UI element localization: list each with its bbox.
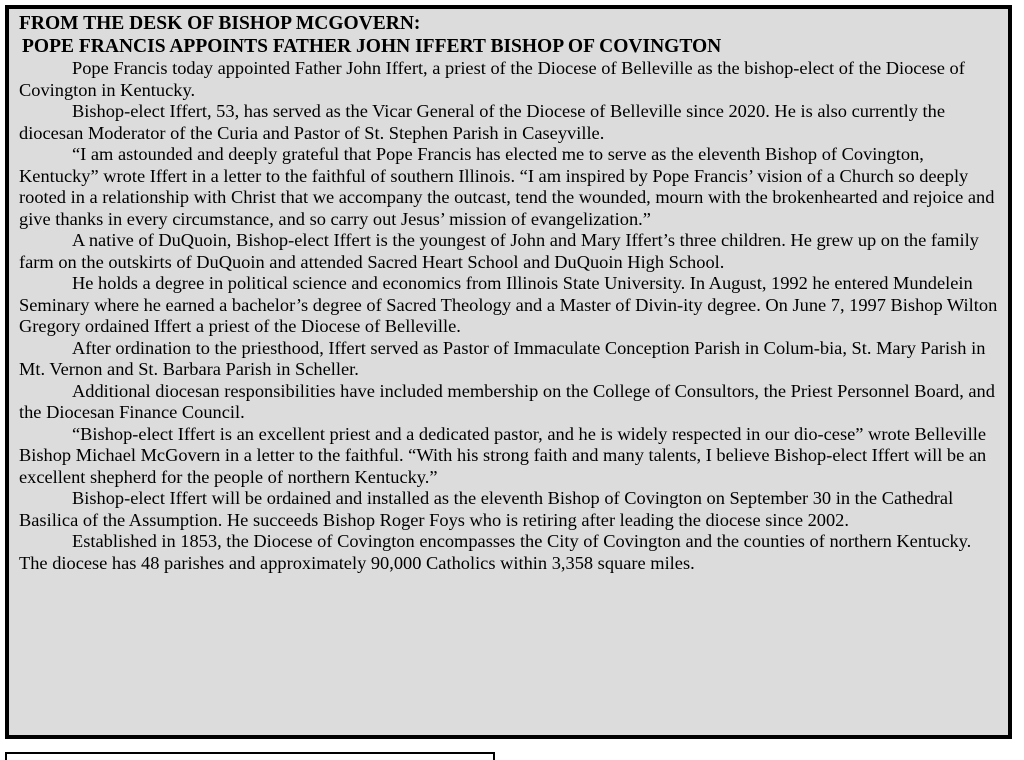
article-subheading: POPE FRANCIS APPOINTS FATHER JOHN IFFERT BISHOP OF COVINGTON [22,36,722,57]
paragraph-3: “I am astounded and deeply grateful that Pope Francis has elected me to serve as the eleventh Bishop of Covington, Kentucky” wrote Iffert in a letter to the faithful of southern Illinois. “I am inspired by Pope Francis’ vision of a Church so deeply rooted in a relationship with Christ that we accompany the outcast, tend the wounded, mourn with the brokenhearted and rejoice and give thanks in every circumstance, and so carry out Jesus’ mission of evangelization.” [19,144,995,229]
paragraph-5: He holds a degree in political science and economics from Illinois State University. In August, 1992 he entered Mundelein Seminary where he earned a bachelor’s degree of Sacred Theology and a Master of Divin-ity degree. On June 7, 1997 Bishop Wilton Gregory ordained Iffert a priest of the Diocese of Belleville. [19,273,998,336]
paragraph-4: A native of DuQuoin, Bishop-elect Iffert is the youngest of John and Mary Iffert’s three children. He grew up on the family farm on the outskirts of DuQuoin and attended Sacred Heart School and DuQuoin High School. [19,230,979,272]
paragraph-10: Established in 1853, the Diocese of Covington encompasses the City of Covington and the counties of northern Kentucky. The diocese has 48 parishes and approximately 90,000 Catholics within 3,358 square miles. [19,531,972,573]
paragraph-8: “Bishop-elect Iffert is an excellent priest and a dedicated pastor, and he is widely respected in our dio-cese” wrote Belleville Bishop Michael McGovern in a letter to the faithful. “With his strong faith and many talents, I believe Bishop-elect Iffert will be an excellent shepherd for the people of northern Kentucky.” [19,423,987,487]
article-heading: FROM THE DESK OF BISHOP MCGOVERN: [19,13,421,34]
paragraph-1: Pope Francis today appointed Father John Iffert, a priest of the Diocese of Belleville as the bishop-elect of the Diocese of Covington in Kentucky. [19,58,965,100]
paragraph-7: Additional diocesan responsibilities have included membership on the College of Consultors, the Priest Personnel Board, and the Diocesan Finance Council. [19,380,995,422]
article-box [5,5,1012,739]
paragraph-2: Bishop-elect Iffert, 53, has served as the Vicar General of the Diocese of Belleville since 2020. He is also currently the diocesan Moderator of the Curia and Pastor of St. Stephen Parish in Caseyville. [19,101,946,143]
next-article-box-edge [5,752,495,760]
top-cropped-strip [0,0,1024,3]
paragraph-6: After ordination to the priesthood, Iffert served as Pastor of Immaculate Conception Parish in Colum-bia, St. Mary Parish in Mt. Vernon and St. Barbara Parish in Scheller. [19,337,986,379]
paragraph-9: Bishop-elect Iffert will be ordained and installed as the eleventh Bishop of Covington on September 30 in the Cathedral Basilica of the Assumption. He succeeds Bishop Roger Foys who is retiring after leading the diocese since 2002. [19,488,954,530]
